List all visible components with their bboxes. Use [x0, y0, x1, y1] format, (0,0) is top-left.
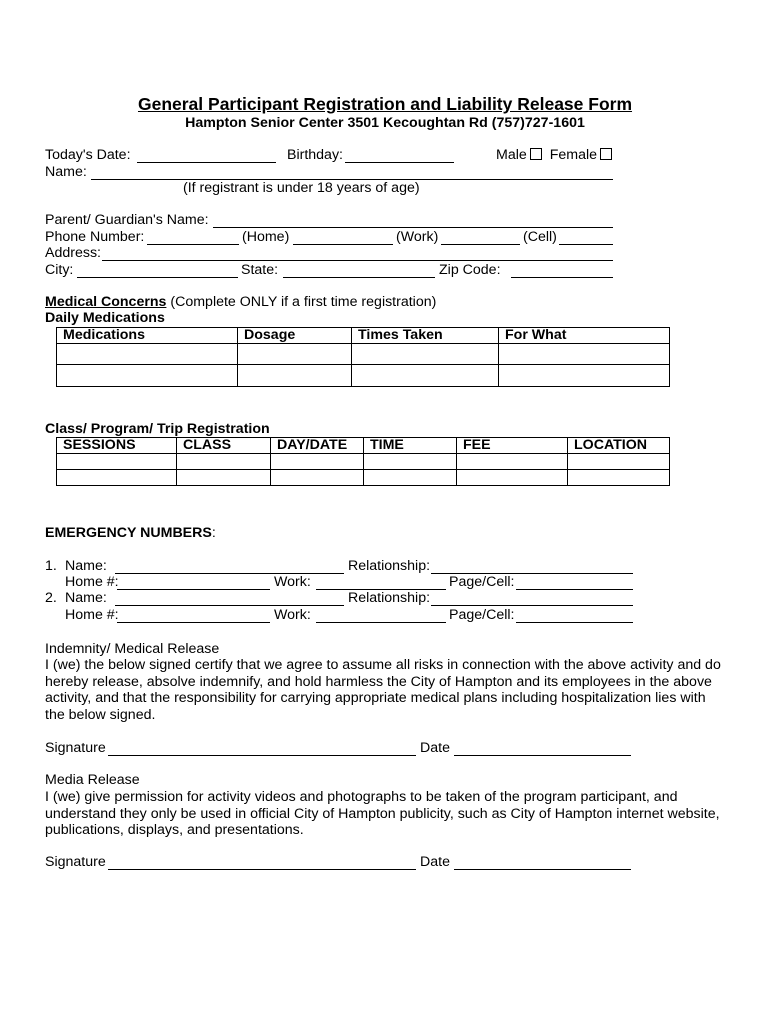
indemnity-signature-field[interactable] [108, 755, 416, 756]
contact-1-pagecell-field[interactable] [516, 589, 633, 590]
medical-note: (Complete ONLY if a first time registration) [170, 294, 437, 310]
contact-1-work-label: Work: [274, 574, 311, 590]
table-cell[interactable] [238, 344, 352, 365]
emergency-heading-row [45, 525, 216, 542]
form-subtitle: Hampton Senior Center 3501 Kecoughtan Rd (757)727-1601 [185, 115, 585, 131]
table-cell[interactable] [364, 470, 457, 486]
cell-phone-field[interactable] [441, 244, 520, 245]
zip-label: Zip Code: [439, 262, 501, 278]
contact-1-number: 1. [45, 558, 57, 574]
city-field[interactable] [77, 277, 238, 278]
indemnity-text: I (we) the below signed certify that we agree to assume all risks in connection with the above activity and do hereby release, absolve indemnify, and hold harmless the City of Hampton and its employees in the above activity, and that the responsibility for carrying appropriate medical plans including hospitalization lies with the below signed. [45, 657, 721, 723]
col-sessions: SESSIONS [57, 438, 177, 454]
form-title: General Participant Registration and Liability Release Form [137, 94, 633, 114]
table-cell[interactable] [457, 454, 568, 470]
col-class: CLASS [177, 438, 271, 454]
daily-medications-heading: Daily Medications [45, 310, 165, 326]
state-label: State: [241, 262, 279, 278]
table-cell[interactable] [57, 454, 177, 470]
contact-1-home-field[interactable] [117, 589, 270, 590]
medical-heading: Medical Concerns [45, 294, 167, 310]
media-heading: Media Release [45, 772, 140, 788]
contact-2-home-field[interactable] [117, 622, 270, 623]
minor-note: (If registrant is under 18 years of age) [183, 180, 420, 196]
contact-2-work-field[interactable] [316, 622, 446, 623]
table-cell[interactable] [271, 454, 364, 470]
indemnity-signature-label: Signature [45, 740, 106, 756]
male-label: Male [496, 147, 527, 163]
col-time: TIME [364, 438, 457, 454]
contact-2-home-label: Home #: [65, 607, 119, 623]
contact-1-name-label: Name: [65, 558, 107, 574]
medical-heading-row [45, 294, 436, 311]
work-phone-label: (Work) [396, 229, 439, 245]
female-label: Female [549, 147, 598, 163]
indemnity-date-label: Date [420, 740, 450, 756]
home-phone-label: (Home) [242, 229, 290, 245]
medications-header-row [57, 328, 670, 344]
contact-2-pagecell-field[interactable] [516, 622, 633, 623]
table-row [57, 344, 670, 365]
medications-table [56, 327, 670, 387]
class-header-row [57, 438, 670, 454]
gender-options [496, 147, 612, 164]
todays-date-label: Today's Date: [45, 147, 131, 163]
contact-2-pagecell-label: Page/Cell: [449, 607, 515, 623]
contact-2-name-field[interactable] [115, 605, 344, 606]
guardian-field[interactable] [213, 227, 613, 228]
contact-2-relationship-label: Relationship: [348, 590, 431, 606]
table-row [57, 454, 670, 470]
col-for-what: For What [499, 328, 670, 344]
media-date-field[interactable] [454, 869, 631, 870]
address-label: Address: [45, 245, 101, 261]
phone-label: Phone Number: [45, 229, 145, 245]
contact-2-number: 2. [45, 590, 57, 606]
table-cell[interactable] [177, 470, 271, 486]
cell-phone-label: (Cell) [523, 229, 557, 245]
zip-field[interactable] [511, 277, 613, 278]
work-phone-field[interactable] [293, 244, 393, 245]
indemnity-heading: Indemnity/ Medical Release [45, 641, 220, 657]
name-label: Name: [45, 164, 87, 180]
table-cell[interactable] [499, 365, 670, 387]
table-cell[interactable] [568, 454, 670, 470]
table-cell[interactable] [352, 344, 499, 365]
table-cell[interactable] [364, 454, 457, 470]
col-location: LOCATION [568, 438, 670, 454]
class-table [56, 437, 670, 486]
emergency-heading: EMERGENCY NUMBERS [45, 525, 212, 541]
table-row [57, 470, 670, 486]
indemnity-date-field[interactable] [454, 755, 631, 756]
col-day-date: DAY/DATE [271, 438, 364, 454]
contact-1-home-label: Home #: [65, 574, 119, 590]
emergency-colon: : [211, 525, 216, 541]
contact-1-relationship-label: Relationship: [348, 558, 431, 574]
contact-1-pagecell-label: Page/Cell: [449, 574, 515, 590]
contact-2-name-label: Name: [65, 590, 107, 606]
birthday-label: Birthday: [287, 147, 343, 163]
col-medications: Medications [57, 328, 238, 344]
state-field[interactable] [283, 277, 435, 278]
cell-phone-extra-field[interactable] [559, 244, 613, 245]
todays-date-field[interactable] [137, 162, 276, 163]
contact-2-work-label: Work: [274, 607, 311, 623]
table-cell[interactable] [457, 470, 568, 486]
col-fee: FEE [457, 438, 568, 454]
table-row [57, 365, 670, 387]
home-phone-field[interactable] [147, 244, 239, 245]
guardian-label: Parent/ Guardian's Name: [45, 212, 209, 228]
table-cell[interactable] [57, 365, 238, 387]
table-cell[interactable] [352, 365, 499, 387]
col-dosage: Dosage [238, 328, 352, 344]
media-signature-label: Signature [45, 854, 106, 870]
birthday-field[interactable] [345, 162, 454, 163]
media-text: I (we) give permission for activity videos and photographs to be taken of the program participant, and understand they only be used in official City of Hampton publicity, such as City of Hampton internet website, publications, displays, and presentations. [45, 789, 720, 839]
table-cell[interactable] [238, 365, 352, 387]
contact-2-relationship-field[interactable] [431, 605, 633, 606]
media-signature-field[interactable] [108, 869, 416, 870]
col-times-taken: Times Taken [352, 328, 499, 344]
table-cell[interactable] [499, 344, 670, 365]
female-checkbox[interactable] [600, 148, 612, 160]
male-checkbox[interactable] [530, 148, 542, 160]
table-cell[interactable] [271, 470, 364, 486]
class-registration-heading: Class/ Program/ Trip Registration [45, 421, 270, 437]
table-cell[interactable] [177, 454, 271, 470]
media-date-label: Date [420, 854, 450, 870]
table-cell[interactable] [57, 344, 238, 365]
address-field[interactable] [102, 260, 613, 261]
table-cell[interactable] [57, 470, 177, 486]
city-label: City: [45, 262, 74, 278]
table-cell[interactable] [568, 470, 670, 486]
